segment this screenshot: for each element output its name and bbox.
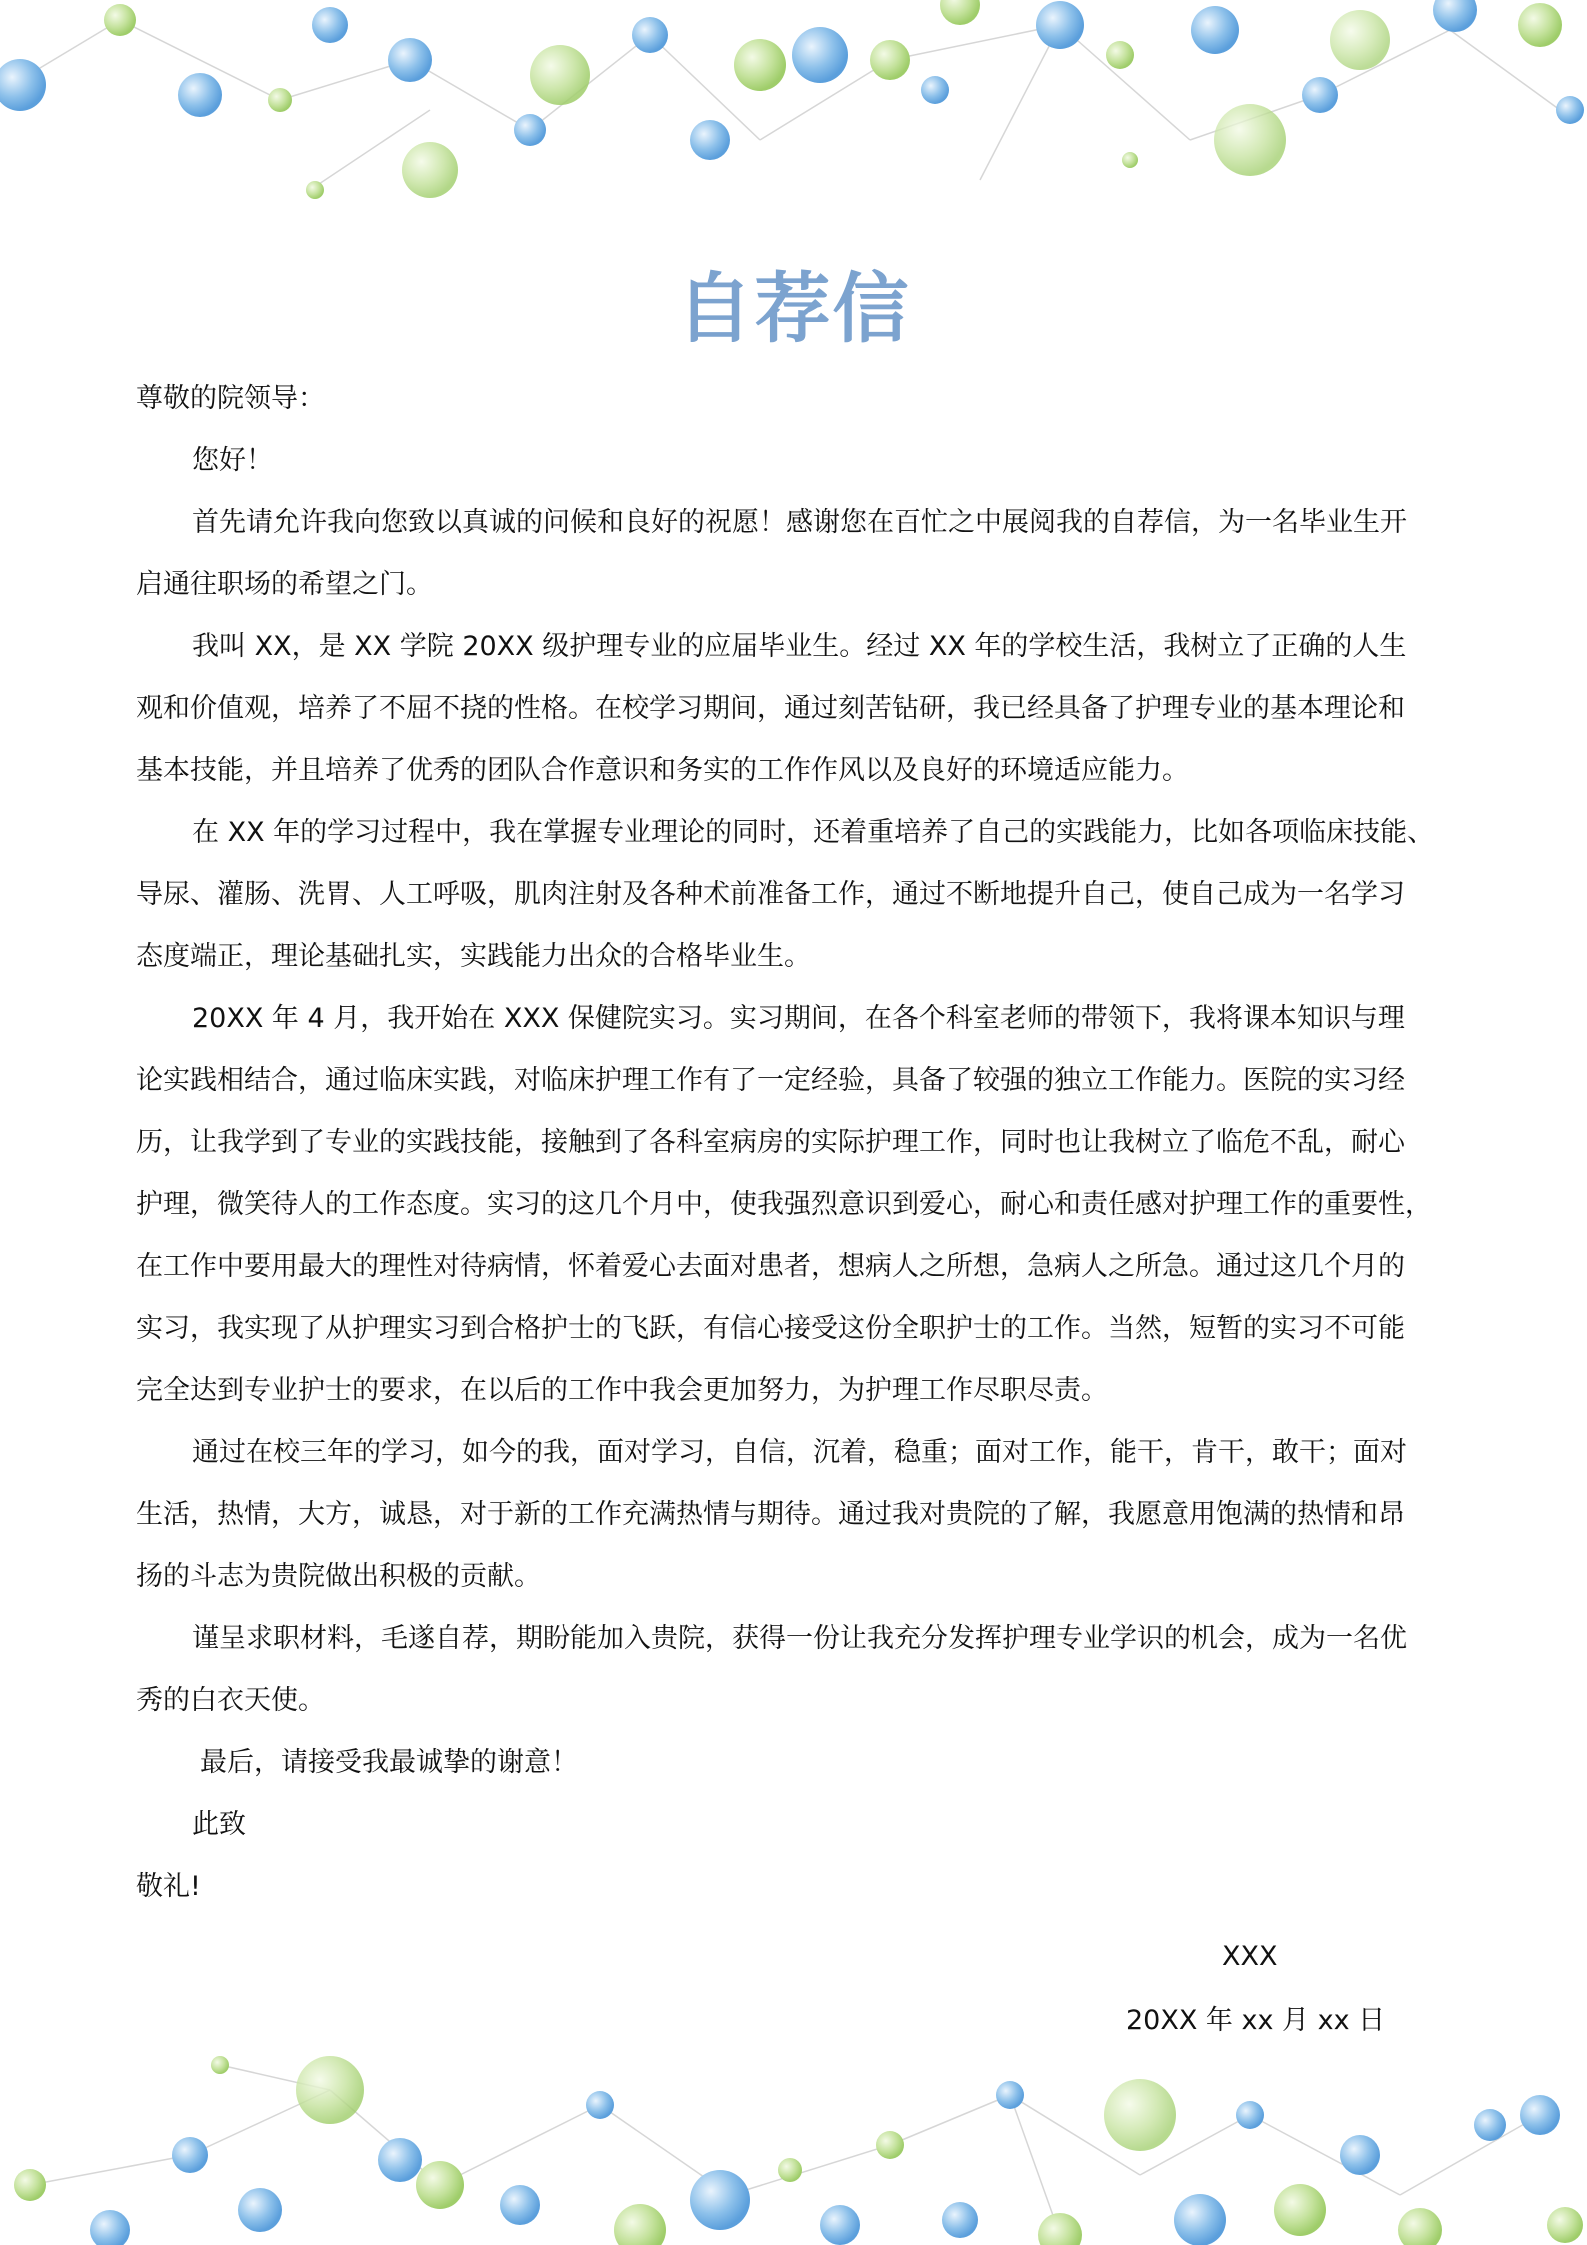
paragraph-line: 在工作中要用最大的理性对待病情，怀着爱心去面对患者，想病人之所想，急病人之所急。通过这几个月的 bbox=[136, 1251, 1405, 1282]
salutation: 尊敬的院领导： bbox=[136, 383, 325, 414]
paragraph-line: 完全达到专业护士的要求，在以后的工作中我会更加努力，为护理工作尽职尽责。 bbox=[136, 1375, 1108, 1406]
paragraph-line: 在 XX 年的学习过程中，我在掌握专业理论的同时，还着重培养了自己的实践能力，比如各项临床技能、 bbox=[192, 817, 1435, 848]
letter-body bbox=[136, 368, 1441, 1918]
paragraph-line: 首先请允许我向您致以真诚的问候和良好的祝愿！感谢您在百忙之中展阅我的自荐信，为一名毕业生开 bbox=[192, 507, 1407, 538]
paragraph-line: 我叫 XX，是 XX 学院 20XX 级护理专业的应届毕业生。经过 XX 年的学校生活，我树立了正确的人生 bbox=[192, 631, 1407, 662]
paragraph-line: 论实践相结合，通过临床实践，对临床护理工作有了一定经验，具备了较强的独立工作能力。医院的实习经 bbox=[136, 1065, 1405, 1096]
paragraph-line: 基本技能，并且培养了优秀的团队合作意识和务实的工作作风以及良好的环境适应能力。 bbox=[136, 755, 1189, 786]
paragraph-line: 20XX 年 4 月，我开始在 XXX 保健院实习。实习期间，在各个科室老师的带领下，我将课本知识与理 bbox=[192, 1003, 1405, 1034]
greeting: 您好！ bbox=[192, 445, 273, 476]
paragraph-line: 通过在校三年的学习，如今的我，面对学习，自信，沉着，稳重；面对工作，能干，肯干，敢干；面对 bbox=[192, 1437, 1407, 1468]
paragraph-line: 态度端正，理论基础扎实，实践能力出众的合格毕业生。 bbox=[136, 941, 811, 972]
letter-title: 自荐信 bbox=[676, 264, 911, 353]
closing-zhizhi: 此致 bbox=[192, 1809, 246, 1840]
paragraph-line: 导尿、灌肠、洗胃、人工呼吸，肌肉注射及各种术前准备工作，通过不断地提升自己，使自己成为一名学习 bbox=[136, 879, 1405, 910]
paragraph-line: 观和价值观，培养了不屈不挠的性格。在校学习期间，通过刻苦钻研，我已经具备了护理专业的基本理论和 bbox=[136, 693, 1405, 724]
closing-jingli: 敬礼! bbox=[136, 1871, 201, 1902]
paragraph-line: 历，让我学到了专业的实践技能，接触到了各科室病房的实际护理工作，同时也让我树立了临危不乱，耐心 bbox=[136, 1127, 1405, 1158]
paragraph-line: 秀的白衣天使。 bbox=[136, 1685, 325, 1716]
paragraph-line: 生活，热情，大方，诚恳，对于新的工作充满热情与期待。通过我对贵院的了解，我愿意用饱满的热情和昂 bbox=[136, 1499, 1405, 1530]
paragraph-line: 扬的斗志为贵院做出积极的贡献。 bbox=[136, 1561, 541, 1592]
closing-thanks: 最后，请接受我最诚挚的谢意！ bbox=[200, 1747, 578, 1778]
paragraph-line: 谨呈求职材料，毛遂自荐，期盼能加入贵院，获得一份让我充分发挥护理专业学识的机会，成为一名优 bbox=[192, 1623, 1407, 1654]
paragraph-line: 启通往职场的希望之门。 bbox=[136, 569, 433, 600]
signature-date: 20XX 年 xx 月 xx 日 bbox=[1126, 2005, 1386, 2036]
molecule-decoration-bottom bbox=[0, 2035, 1587, 2245]
signature-name: XXX bbox=[1222, 1941, 1278, 1972]
paragraph-line: 护理，微笑待人的工作态度。实习的这几个月中，使我强烈意识到爱心，耐心和责任感对护理工作的重要性， bbox=[136, 1189, 1432, 1220]
molecule-decoration-top bbox=[0, 0, 1587, 200]
paragraph-line: 实习，我实现了从护理实习到合格护士的飞跃，有信心接受这份全职护士的工作。当然，短暂的实习不可能 bbox=[136, 1313, 1405, 1344]
